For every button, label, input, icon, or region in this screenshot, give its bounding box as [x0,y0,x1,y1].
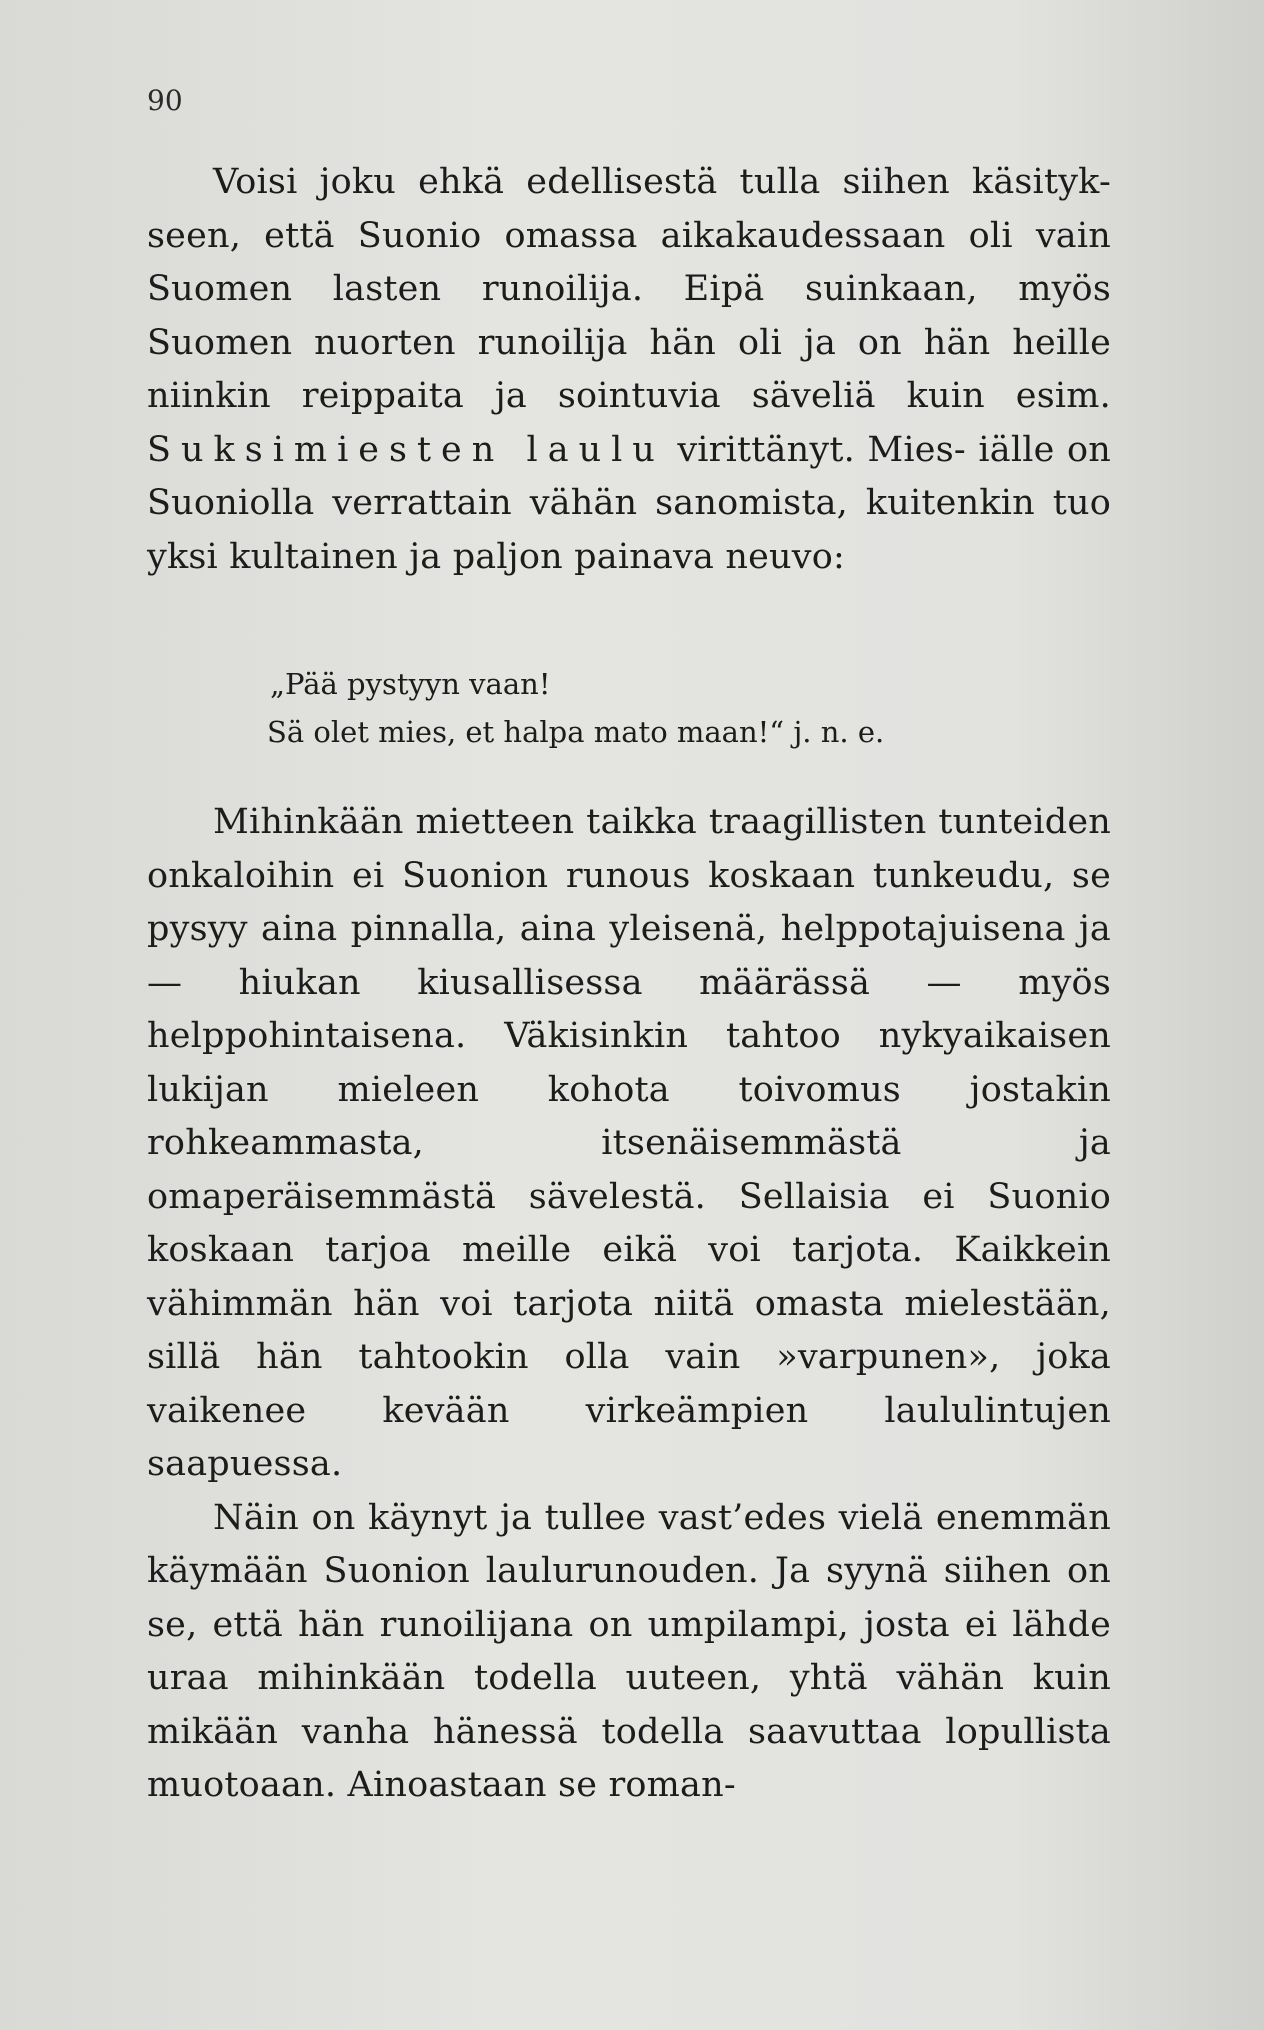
paragraph-3: Näin on käynyt ja tullee vast’edes vielä enemmän käymään Suonion laulurunouden. Ja syynä siihen on se, että hän runoilijana on umpilampi, josta ei lähde uraa mihinkään todella uuteen, yhtä vähän kuin mikään vanha hänessä todella saavuttaa lopullista muotoaan. Ainoastaan se roman- [147,1497,1111,1805]
p1-line-6-rest: virittänyt. Mies- [664,429,966,470]
p1-line-8: kuitenkin tuo yksi kultainen ja paljon painava [147,483,1111,577]
paragraph-2: Mihinkään mietteen taikka traagillisten tunteiden onkaloihin ei Suonion runous koskaan tunkeudu, se pysyy aina pinnalla, aina yleisenä, helppotajuisena ja — hiukan kiusallisessa määrässä — myös helppohintaisena. Väkisinkin tahtoo nykyaikaisen lukijan mieleen kohota toivomus jostakin rohkeammasta, itsenäisemmästä ja omaperäisemmästä sävelestä. Sellaisia ei Suonio koskaan tarjoa meille eikä voi tarjota. Kaikkein vähimmän hän voi tarjota niitä omasta mielestään, sillä hän tahtookin olla vain »varpunen», joka vaikenee kevään virkeämpien laululintujen saapuessa. [147,802,1111,1484]
song-title: Suksimiesten laulu [147,429,665,470]
p1-line-5: niinkin reippaita ja sointuvia säveliä kuin esim. [147,376,1111,416]
p1-line-9: neuvo: [725,536,846,577]
verse-line-2: Sä olet mies, et halpa mato maan!“ j. n. e. [267,715,885,749]
paragraph-body [147,796,1111,1813]
p1-line-7: iälle on Suoniolla verrattain vähän sanomista, [147,429,1112,523]
paragraph-intro [147,156,1111,584]
verse-line-1: „Pää pystyyn vaan! [270,667,551,701]
quoted-verse [267,660,1027,756]
paragraph-1 [147,156,1111,584]
p1-line-1: Voisi joku ehkä edellisestä tulla siihen käsityk- [213,162,1111,202]
p1-line-4: Suomen nuorten runoilija hän oli ja on hän heille [147,322,1111,363]
p1-line-3: Suomen lasten runoilija. Eipä suinkaan, myös [147,269,1111,309]
page-number: 90 [147,84,183,117]
p1-line-2: seen, että Suonio omassa aikakaudessaan oli vain [147,215,1111,256]
